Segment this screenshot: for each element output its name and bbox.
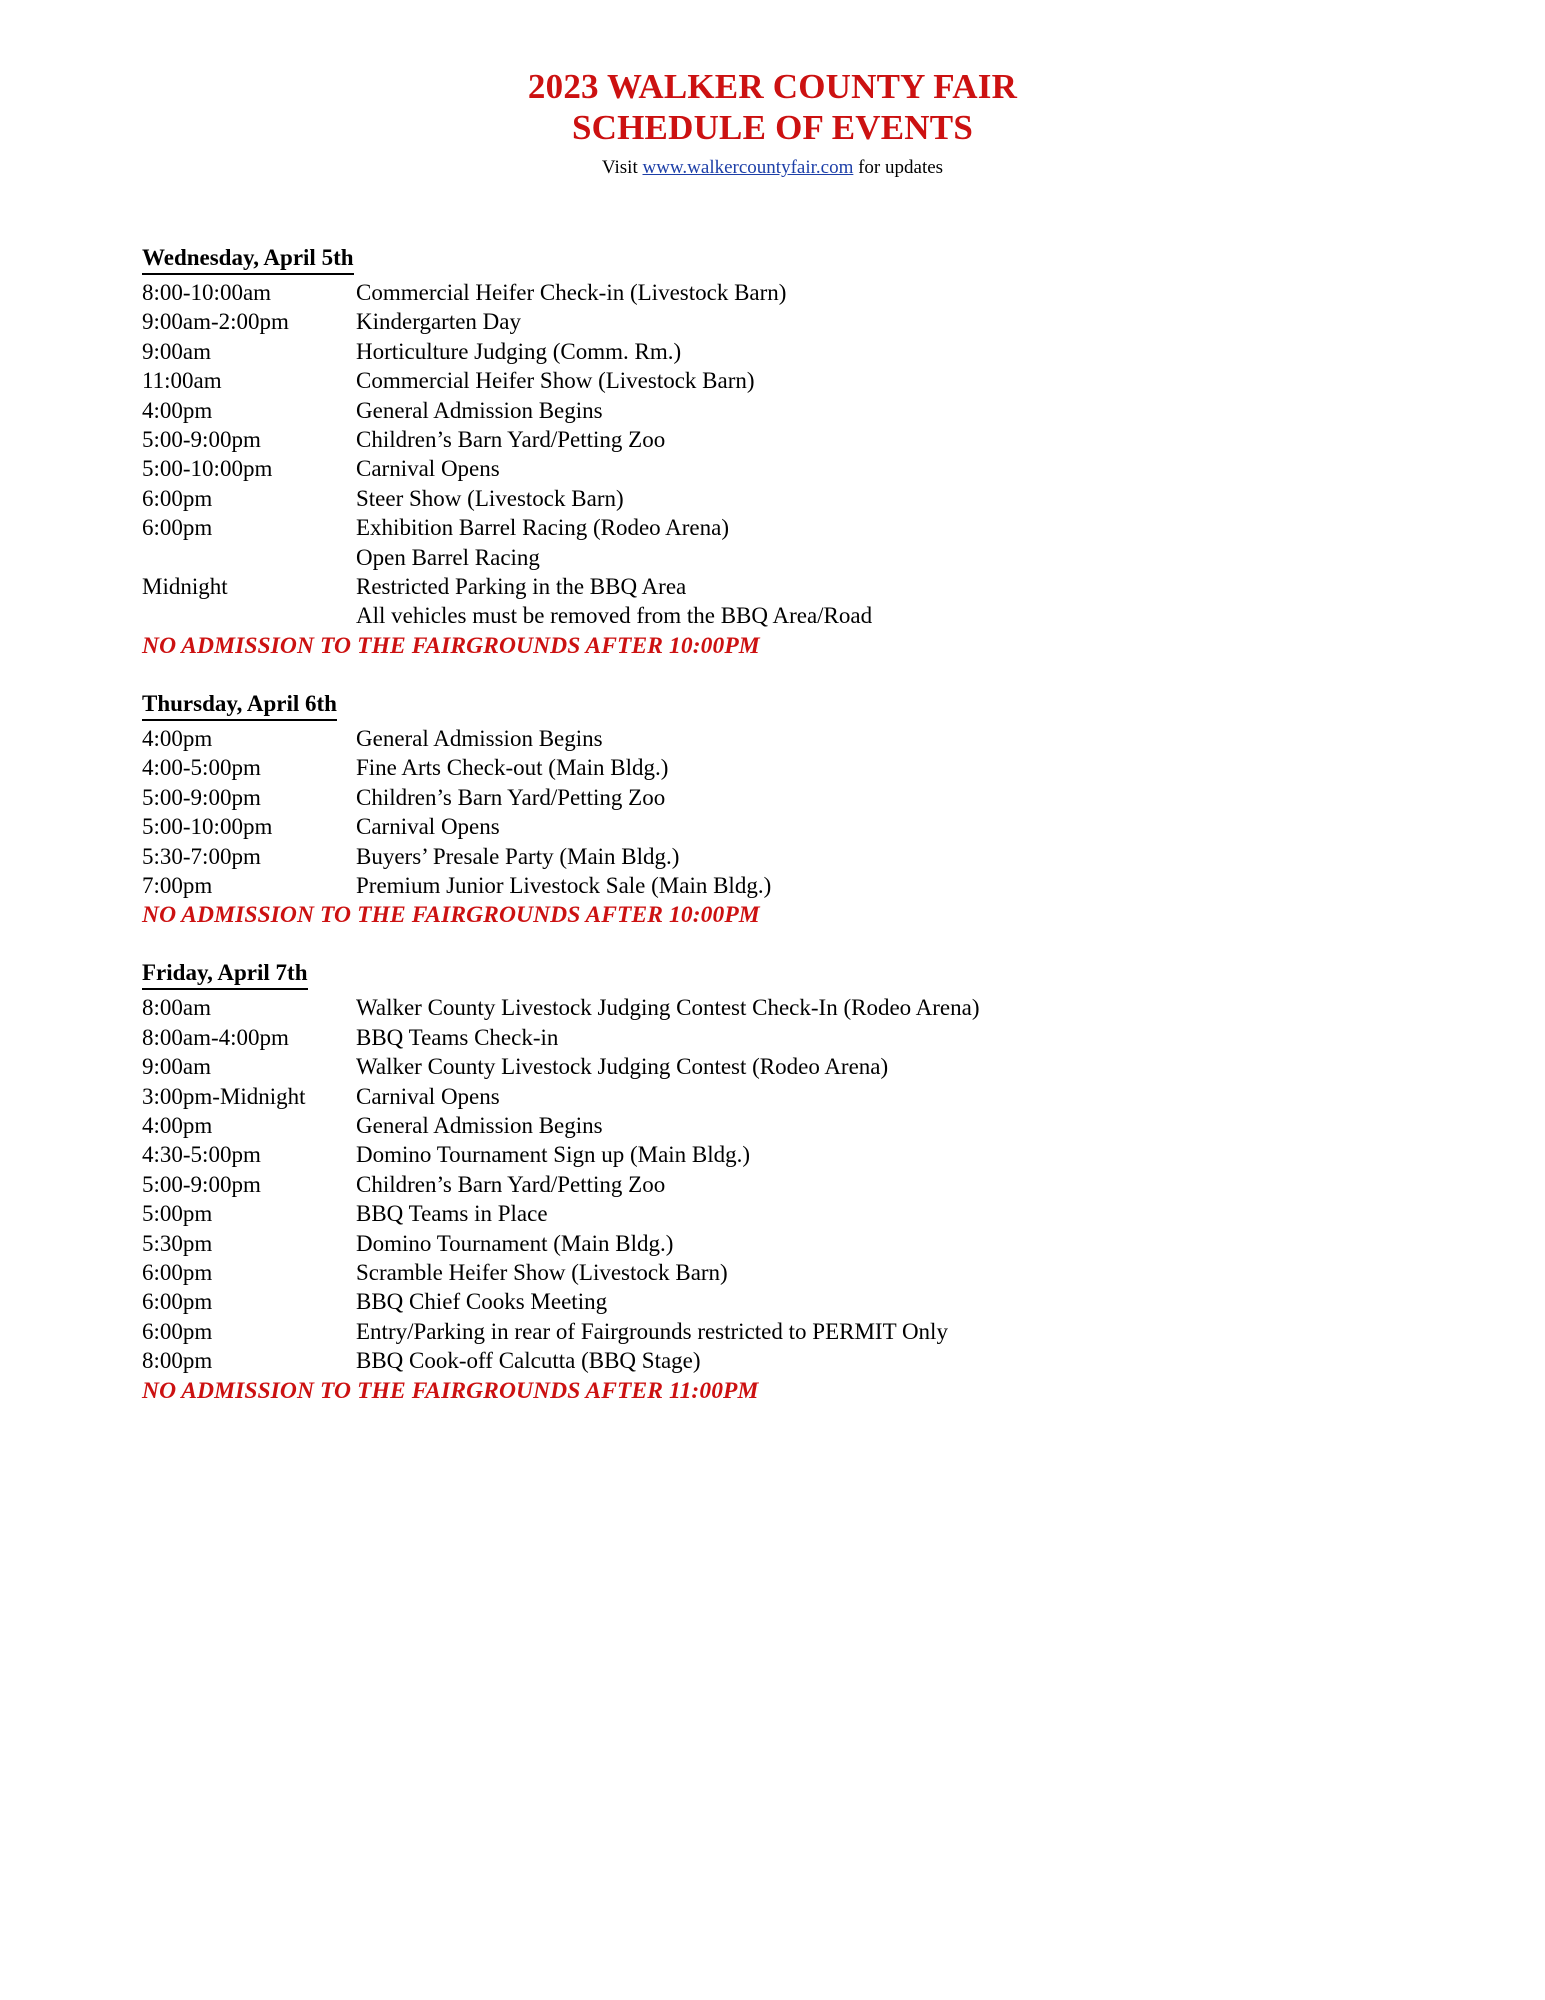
event-rows-friday — [142, 993, 1485, 1375]
event-time: 3:00pm-Midnight — [142, 1083, 306, 1109]
event-time: 8:00-10:00am — [142, 280, 272, 305]
event-description: Scramble Heifer Show (Livestock Barn) — [356, 1259, 728, 1285]
event-row — [142, 1052, 1485, 1081]
event-row — [142, 425, 1485, 454]
event-row — [142, 337, 1485, 366]
event-rows-thursday — [142, 724, 1485, 900]
event-description: BBQ Chief Cooks Meeting — [356, 1289, 608, 1315]
event-time: 6:00pm — [142, 1289, 213, 1315]
admission-notice: NO ADMISSION TO THE FAIRGROUNDS AFTER 10:00PM — [142, 902, 760, 929]
event-description: BBQ Teams Check-in — [356, 1024, 559, 1050]
admission-notice: NO ADMISSION TO THE FAIRGROUNDS AFTER 10:00PM — [142, 632, 760, 659]
event-description: Open Barrel Racing — [356, 544, 540, 570]
event-time: 11:00am — [142, 368, 222, 394]
event-description: Children’s Barn Yard/Petting Zoo — [356, 1171, 666, 1197]
event-time: 5:00-9:00pm — [142, 427, 261, 453]
event-time: 6:00pm — [142, 1318, 213, 1344]
event-description: Carnival Opens — [356, 456, 500, 482]
section-divider — [142, 930, 1485, 958]
subtitle-suffix-text: for updates — [853, 157, 944, 178]
event-row — [142, 812, 1485, 841]
event-time: 9:00am — [142, 1054, 211, 1080]
event-row — [142, 993, 1485, 1022]
event-row — [142, 366, 1485, 395]
event-time: 4:00pm — [142, 1112, 213, 1138]
event-row — [142, 454, 1485, 483]
subtitle-prefix-text: Visit — [601, 157, 643, 178]
event-row — [142, 1346, 1485, 1375]
event-time: 8:00pm — [142, 1348, 213, 1374]
day-header-friday: Friday, April 7th — [142, 958, 308, 990]
admission-notice: NO ADMISSION TO THE FAIRGROUNDS AFTER 11:00PM — [142, 1377, 759, 1404]
event-row — [142, 1082, 1485, 1111]
event-description: Carnival Opens — [356, 1083, 500, 1109]
event-description: Domino Tournament (Main Bldg.) — [356, 1230, 674, 1256]
day-section-thursday — [142, 689, 1485, 930]
event-row — [142, 1140, 1485, 1169]
event-description: Walker County Livestock Judging Contest (Rodeo Arena) — [356, 1054, 889, 1080]
event-time: 8:00am-4:00pm — [142, 1024, 289, 1050]
day-section-wednesday — [142, 243, 1485, 661]
event-time: 5:00-9:00pm — [142, 784, 261, 810]
event-time: 8:00am — [142, 995, 211, 1021]
event-description: Carnival Opens — [356, 814, 500, 840]
day-section-friday — [142, 958, 1485, 1405]
event-time: 7:00pm — [142, 872, 213, 898]
event-row — [142, 513, 1485, 542]
event-row — [142, 278, 1485, 307]
day-header-wednesday: Wednesday, April 5th — [142, 243, 354, 275]
event-row — [142, 1111, 1485, 1140]
event-time: Midnight — [142, 574, 228, 600]
event-row — [142, 396, 1485, 425]
event-row — [142, 871, 1485, 900]
event-description: Steer Show (Livestock Barn) — [356, 485, 624, 511]
event-row — [142, 543, 1485, 572]
event-time: 4:30-5:00pm — [142, 1142, 261, 1168]
section-divider — [142, 661, 1485, 689]
website-link[interactable]: www.walkercountyfair.com — [642, 157, 854, 178]
document-title-line-2: SCHEDULE OF EVENTS — [571, 108, 973, 147]
event-description: Commercial Heifer Show (Livestock Barn) — [356, 368, 755, 394]
event-time: 4:00pm — [142, 725, 213, 751]
event-row — [142, 783, 1485, 812]
event-description: All vehicles must be removed from the BBQ Area/Road — [356, 603, 873, 629]
event-row — [142, 572, 1485, 601]
event-description: General Admission Begins — [356, 397, 603, 423]
event-time: 5:00-10:00pm — [142, 456, 273, 482]
event-row — [142, 307, 1485, 336]
event-description: Children’s Barn Yard/Petting Zoo — [356, 427, 666, 453]
event-time: 4:00-5:00pm — [142, 755, 261, 781]
event-time: 9:00am-2:00pm — [142, 309, 289, 335]
event-time: 6:00pm — [142, 485, 213, 511]
event-description: General Admission Begins — [356, 1112, 603, 1138]
event-row — [142, 724, 1485, 753]
event-description: Horticulture Judging (Comm. Rm.) — [356, 338, 682, 364]
document-title-line-1: 2023 WALKER COUNTY FAIR — [527, 67, 1018, 106]
event-description: Premium Junior Livestock Sale (Main Bldg.) — [356, 872, 772, 898]
event-time: 4:00pm — [142, 397, 213, 423]
event-row — [142, 601, 1485, 630]
event-description: Domino Tournament Sign up (Main Bldg.) — [356, 1142, 751, 1168]
event-row — [142, 1317, 1485, 1346]
event-time: 9:00am — [142, 338, 211, 364]
event-description: Commercial Heifer Check-in (Livestock Barn) — [356, 280, 787, 305]
event-row — [142, 1287, 1485, 1316]
event-row — [142, 1023, 1485, 1052]
event-time: 5:00-9:00pm — [142, 1171, 261, 1197]
event-row — [142, 1229, 1485, 1258]
event-description: Fine Arts Check-out (Main Bldg.) — [356, 755, 669, 781]
event-row — [142, 842, 1485, 871]
event-time: 5:00-10:00pm — [142, 814, 273, 840]
event-description: General Admission Begins — [356, 725, 603, 751]
day-header-thursday: Thursday, April 6th — [142, 689, 337, 721]
schedule-list — [142, 243, 1485, 1406]
event-row — [142, 484, 1485, 513]
event-description: Entry/Parking in rear of Fairgrounds restricted to PERMIT Only — [356, 1318, 948, 1344]
event-description: Kindergarten Day — [356, 309, 521, 335]
event-description: BBQ Teams in Place — [356, 1201, 548, 1227]
event-description: BBQ Cook-off Calcutta (BBQ Stage) — [356, 1348, 701, 1374]
event-description: Walker County Livestock Judging Contest Check-In (Rodeo Arena) — [356, 995, 980, 1021]
event-row — [142, 1199, 1485, 1228]
event-time: 5:00pm — [142, 1201, 213, 1227]
event-time: 6:00pm — [142, 1259, 213, 1285]
event-description: Exhibition Barrel Racing (Rodeo Arena) — [356, 515, 730, 541]
event-row — [142, 1170, 1485, 1199]
event-time: 5:30-7:00pm — [142, 843, 261, 869]
document-header — [0, 0, 1545, 180]
event-time: 5:30pm — [142, 1230, 213, 1256]
event-description: Children’s Barn Yard/Petting Zoo — [356, 784, 666, 810]
event-description: Restricted Parking in the BBQ Area — [356, 574, 687, 600]
event-rows-wednesday — [142, 278, 1485, 631]
event-row — [142, 753, 1485, 782]
document-subtitle — [0, 156, 1545, 180]
event-time: 6:00pm — [142, 515, 213, 541]
event-row — [142, 1258, 1485, 1287]
event-description: Buyers’ Presale Party (Main Bldg.) — [356, 843, 680, 869]
